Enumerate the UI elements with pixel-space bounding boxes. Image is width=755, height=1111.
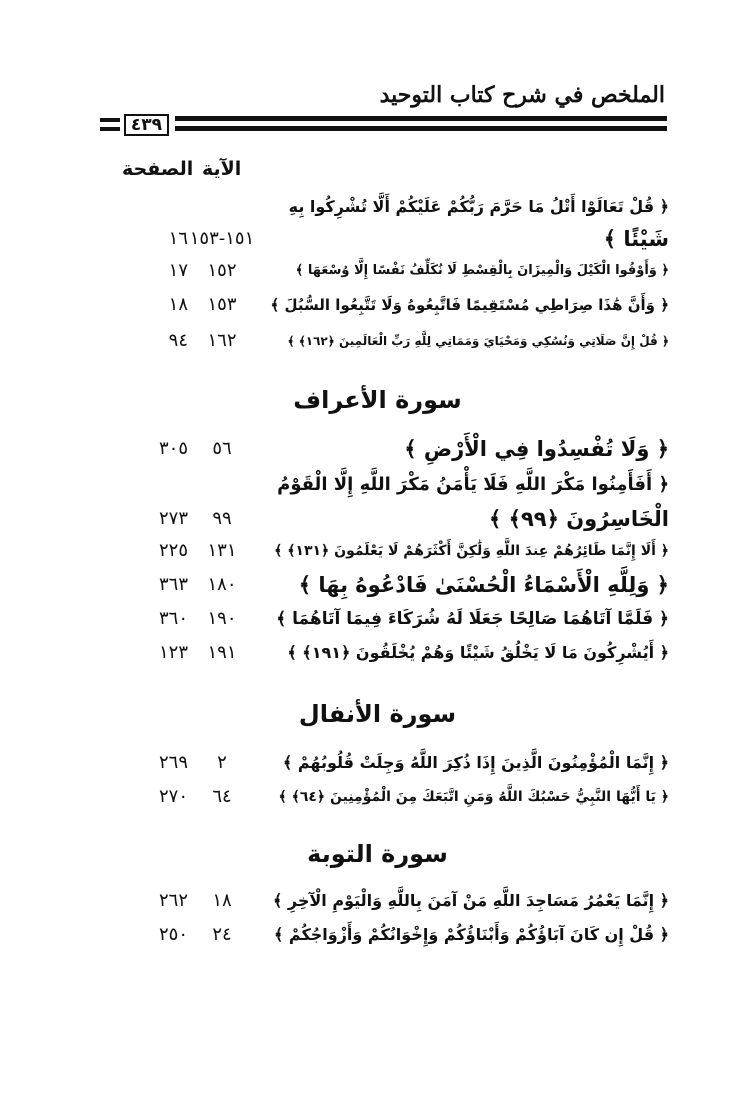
page-ref: ٣٠٥ [158,438,188,459]
page-ref: ٢٥٠ [158,924,188,945]
surah-title: سورة الأعراف [293,386,462,414]
verse-text: ﴿ وَأَنَّ هَٰذَا صِرَاطِي مُسْتَقِيمًا فَاتَّبِعُوهُ وَلَا تَتَّبِعُوا السُّبُلَ ﴾ [270,296,669,314]
verse-text: ﴿ وَلَا تُفْسِدُوا فِي الْأَرْضِ ﴾ [404,437,669,461]
index-row [0,192,755,226]
index-row [0,290,755,324]
index-row [0,536,755,570]
ayah-number: ٢٤ [212,924,232,945]
page-ref: ٣٦٠ [158,608,188,629]
page-ref: ٢٦٩ [158,752,188,773]
page-number: ٤٣٩ [124,114,169,136]
verse-text: ﴿ إِنَّمَا الْمُؤْمِنُونَ الَّذِينَ إِذَا ذُكِرَ اللَّهُ وَجِلَتْ قُلُوبُهُمْ ﴾ [282,753,669,772]
verse-text: ﴿ قُلْ تَعَالَوْا أَتْلُ مَا حَرَّمَ رَبُّكُمْ عَلَيْكُمْ أَلَّا تُشْرِكُوا بِهِ [288,197,669,216]
verse-text: ﴿ قُلْ إِن كَانَ آبَاؤُكُمْ وَأَبْنَاؤُكُمْ وَإِخْوَانُكُمْ وَأَزْوَاجُكُمْ ﴾ [273,925,669,944]
index-row [0,224,755,258]
index-row [0,920,755,954]
ayah-number: ٢ [217,752,227,773]
verse-text: ﴿ قُلْ إِنَّ صَلَاتِي وَنُسُكِي وَمَحْيَايَ وَمَمَاتِي لِلَّهِ رَبِّ الْعَالَمِينَ ﴿١٦٢﴾ ﴾ [287,334,669,348]
index-row [0,748,755,782]
ayah-number: ١٦٢ [207,330,237,351]
verse-text: ﴿ أَلَا إِنَّمَا طَائِرُهُمْ عِندَ اللَّهِ وَلَٰكِنَّ أَكْثَرَهُمْ لَا يَعْلَمُونَ ﴿١٣١﴾ ﴾ [274,543,669,559]
verse-text: شَيْئًا ﴾ [603,227,669,251]
page-ref: ٢٧٠ [158,786,188,807]
book-title: الملخص في شرح كتاب التوحيد [379,82,665,108]
ayah-number: ١٩٠ [207,608,237,629]
index-row [0,434,755,468]
verse-text: الْخَاسِرُونَ ﴿٩٩﴾ ﴾ [489,507,669,531]
verse-text: ﴿ إِنَّمَا يَعْمُرُ مَسَاجِدَ اللَّهِ مَنْ آمَنَ بِاللَّهِ وَالْيَوْمِ الْآخِرِ ﴾ [272,891,669,910]
page-ref: ٢٢٥ [158,540,188,561]
verse-text: ﴿ وَأَوْفُوا الْكَيْلَ وَالْمِيزَانَ بِالْقِسْطِ لَا نُكَلِّفُ نَفْسًا إِلَّا وُسْعَهَا ﴾ [295,263,669,278]
ayah-number: ٦٤ [212,786,232,807]
index-row [0,504,755,538]
ayah-number: ٩٩ [212,508,232,529]
page-ref: ٩٤ [168,330,188,351]
ayah-number: ١٨ [212,890,232,911]
index-row [0,470,755,504]
header-rule-left-bottom [100,127,120,131]
header-rule-left-top [100,118,120,122]
page-ref: ١٨ [168,294,188,315]
ayah-number: ١٥٢ [207,260,237,281]
verse-text: ﴿ وَلِلَّهِ الْأَسْمَاءُ الْحُسْنَىٰ فَادْعُوهُ بِهَا ﴾ [298,573,669,597]
verse-text: ﴿ أَفَأَمِنُوا مَكْرَ اللَّهِ فَلَا يَأْمَنُ مَكْرَ اللَّهِ إِلَّا الْقَوْمُ [277,474,669,495]
page-ref: ٢٧٣ [158,508,188,529]
index-row [0,326,755,360]
ayah-number: ١٣١ [207,540,237,561]
surah-title: سورة التوبة [307,840,448,868]
page-ref: ١٧ [168,260,188,281]
ayah-number: ١٩١ [207,642,237,663]
column-header-page: الصفحة [122,158,194,180]
header-rule-bottom [175,126,667,131]
page-ref: ١٢٣ [158,642,188,663]
index-row [0,570,755,604]
column-header-ayah: الآية [202,158,242,180]
surah-title: سورة الأنفال [298,700,457,728]
index-row [0,256,755,290]
column-headers [0,158,755,186]
page-ref: ٣٦٣ [158,574,188,595]
verse-text: ﴿ أَيُشْرِكُونَ مَا لَا يَخْلُقُ شَيْئًا وَهُمْ يُخْلَقُونَ ﴿١٩١﴾ ﴾ [287,643,669,662]
page-ref: ٢٦٢ [158,890,188,911]
index-row [0,782,755,816]
ayah-number: ١٥٣ [207,294,237,315]
page-ref: ١٦ [168,228,188,249]
index-row [0,638,755,672]
verse-text: ﴿ يَا أَيُّهَا النَّبِيُّ حَسْبُكَ اللَّهُ وَمَنِ اتَّبَعَكَ مِنَ الْمُؤْمِنِينَ ﴿٦٤﴾ ﴾ [278,789,669,805]
ayah-number: ١٨٠ [207,574,237,595]
header-rule-top [175,116,667,121]
ayah-number: ١٥١-١٥٣ [189,228,255,249]
verse-text: ﴿ فَلَمَّا آتَاهُمَا صَالِحًا جَعَلَا لَهُ شُرَكَاءَ فِيمَا آتَاهُمَا ﴾ [276,609,669,629]
index-row [0,604,755,638]
ayah-number: ٥٦ [212,438,232,459]
page-header [0,0,755,140]
index-row [0,886,755,920]
